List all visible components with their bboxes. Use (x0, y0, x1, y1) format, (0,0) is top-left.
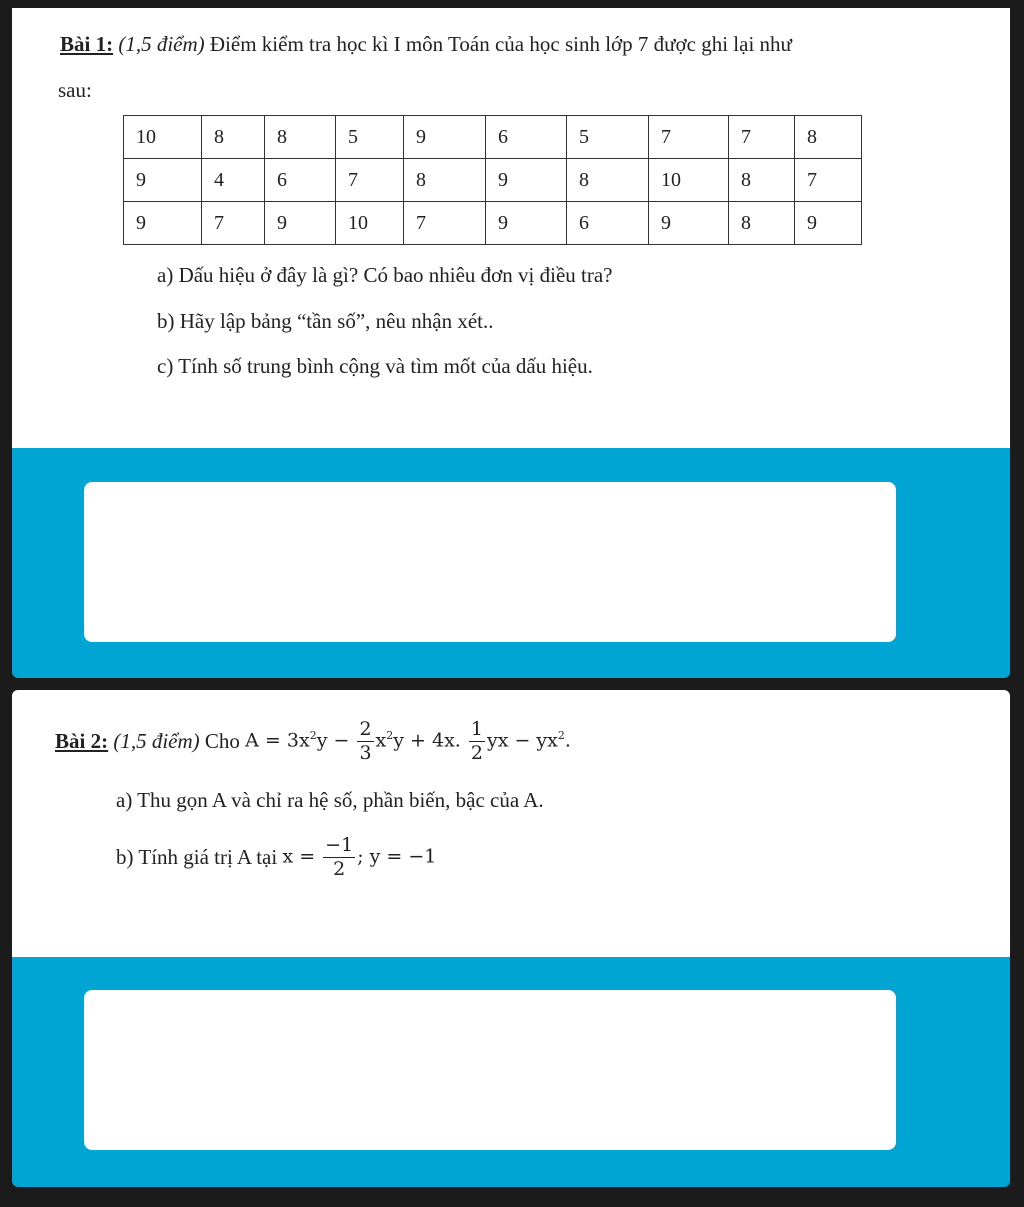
fraction-numerator: 1 (470, 717, 483, 740)
fraction-denominator: 2 (333, 857, 346, 880)
bai1-intro: Điểm kiểm tra học kì I môn Toán của học sinh lớp 7 được ghi lại như (209, 32, 792, 56)
table-cell: 8 (202, 116, 265, 159)
table-cell: 8 (729, 202, 795, 245)
answer-input-2[interactable] (84, 990, 896, 1150)
bottom-frame-edge (0, 1187, 1024, 1207)
table-cell: 8 (265, 116, 336, 159)
answer-panel-1 (12, 448, 1010, 678)
bai1-intro-cont: sau: (58, 78, 92, 102)
y-equals: ; y = −1 (357, 845, 437, 867)
fraction-denominator: 3 (359, 741, 372, 764)
table-row (124, 202, 862, 245)
table-cell: 9 (649, 202, 729, 245)
bai2-question-b-prefix: b) Tính giá trị A tại (116, 844, 278, 869)
table-cell: 9 (265, 202, 336, 245)
formula-end: . (564, 729, 571, 751)
formula-x: x (375, 729, 387, 751)
bai2-question-a: a) Thu gọn A và chỉ ra hệ số, phần biến, bậc của A. (116, 788, 544, 812)
evaluation-point (282, 833, 437, 880)
bai1-question-a: a) Dấu hiệu ở đây là gì? Có bao nhiêu đơn vị điều tra? (157, 263, 613, 287)
bai2-question-b (116, 830, 436, 884)
table-cell: 9 (124, 159, 202, 202)
formula-tail: yx − yx (486, 729, 558, 751)
table-cell: 7 (795, 159, 862, 202)
bai1-points: (1,5 điểm) (118, 32, 205, 56)
fraction-two-thirds (357, 717, 373, 764)
table-cell: 9 (486, 159, 567, 202)
table-cell: 5 (336, 116, 404, 159)
formula-exp: 2 (309, 728, 317, 742)
table-cell: 5 (567, 116, 649, 159)
answer-panel-2 (12, 957, 1010, 1187)
top-frame-edge (0, 0, 1024, 8)
fraction-denominator: 2 (470, 741, 483, 764)
question-card-2 (12, 690, 1010, 958)
table-cell: 6 (567, 202, 649, 245)
bai2-label: Bài 2: (55, 728, 109, 753)
table-cell: 7 (649, 116, 729, 159)
bai2-intro-line (55, 714, 571, 768)
fraction-numerator: −1 (325, 833, 354, 856)
bai1-question-c: c) Tính số trung bình cộng và tìm mốt của dấu hiệu. (157, 354, 593, 378)
bai1-label: Bài 1: (60, 32, 114, 56)
table-cell: 6 (265, 159, 336, 202)
table-cell: 8 (729, 159, 795, 202)
formula-exp: 2 (386, 728, 394, 742)
table-cell: 9 (795, 202, 862, 245)
answer-input-1[interactable] (84, 482, 896, 642)
fraction-one-half (469, 717, 485, 764)
table-cell: 7 (202, 202, 265, 245)
table-cell: 9 (404, 116, 486, 159)
table-cell: 8 (795, 116, 862, 159)
table-cell: 9 (486, 202, 567, 245)
table-cell: 10 (336, 202, 404, 245)
polynomial-a (245, 717, 571, 764)
question-card-1 (12, 8, 1010, 448)
table-cell: 10 (649, 159, 729, 202)
bai1-intro-line (60, 32, 792, 57)
table-row (124, 159, 862, 202)
bai2-intro: Cho (204, 728, 240, 753)
table-cell: 7 (336, 159, 404, 202)
bai2-points: (1,5 điểm) (113, 728, 200, 753)
fraction-minus-one-half (323, 833, 355, 880)
table-cell: 4 (202, 159, 265, 202)
table-cell: 8 (404, 159, 486, 202)
formula-exp: 2 (557, 728, 565, 742)
table-row (124, 116, 862, 159)
formula-y-minus: y − (316, 729, 350, 751)
table-cell: 7 (404, 202, 486, 245)
bai1-question-b: b) Hãy lập bảng “tần số”, nêu nhận xét.. (157, 309, 494, 333)
score-table (123, 115, 862, 245)
table-cell: 6 (486, 116, 567, 159)
table-cell: 7 (729, 116, 795, 159)
formula-lhs: A = 3x (245, 729, 310, 751)
table-cell: 10 (124, 116, 202, 159)
x-equals: x = (282, 845, 316, 867)
formula-y-plus: y + 4x. (393, 729, 461, 751)
fraction-numerator: 2 (359, 717, 372, 740)
table-cell: 9 (124, 202, 202, 245)
table-cell: 8 (567, 159, 649, 202)
